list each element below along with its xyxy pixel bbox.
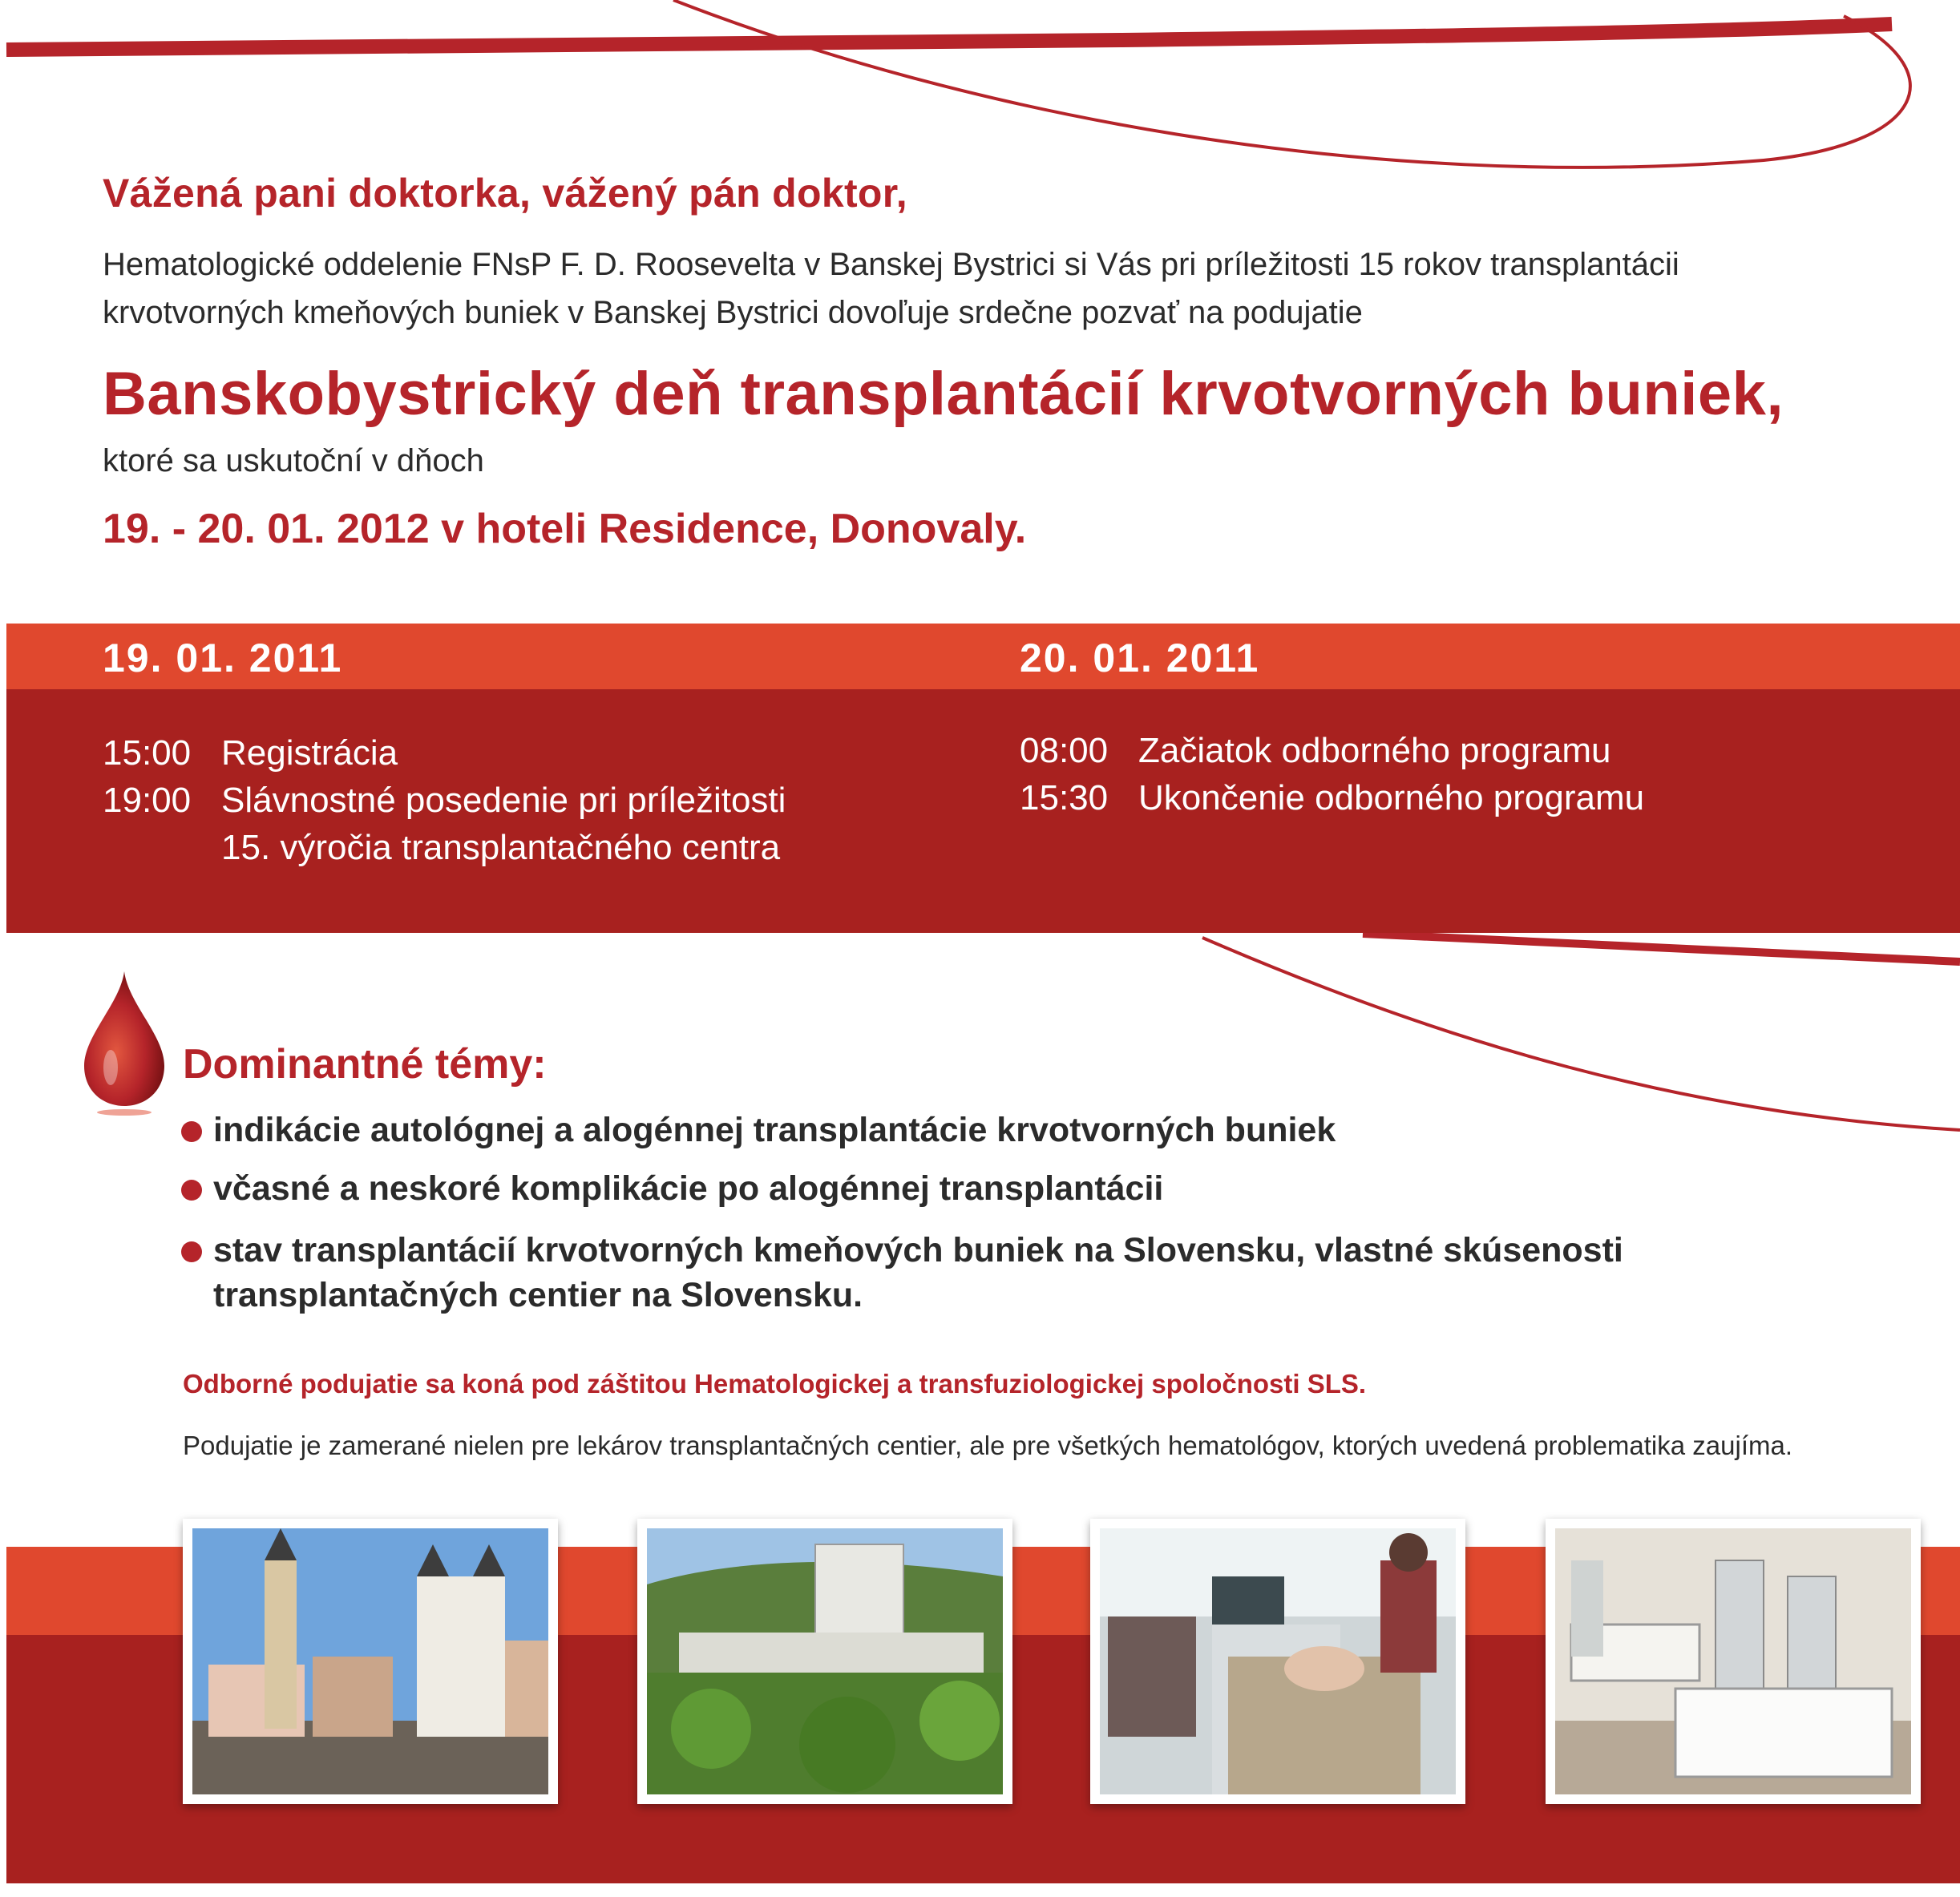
topic-item — [181, 1108, 1784, 1152]
topic-text: indikácie autológnej a alogénnej transplantácie krvotvorných buniek — [213, 1111, 1336, 1149]
schedule-text: Začiatok odborného programu — [1138, 731, 1611, 770]
schedule-text: Slávnostné posedenie pri príležitosti — [221, 781, 786, 820]
intro-paragraph: Hematologické oddelenie FNsP F. D. Roosevelta v Banskej Bystrici si Vás pri príležitosti 15 rokov transplantácii krvotvorných kmeňových buniek v Banskej Bystrici dovoľuje srdečne pozvať na podujatie — [103, 247, 1679, 330]
day-1-date: 19. 01. 2011 — [103, 636, 343, 680]
schedule-item — [1020, 731, 1610, 771]
topic-item — [181, 1228, 1704, 1318]
schedule-item — [103, 828, 780, 868]
hospital-building-photo — [637, 1519, 1012, 1804]
schedule-item — [103, 733, 398, 773]
schedule-text: Ukončenie odborného programu — [1138, 778, 1645, 817]
schedule-time: 15:00 — [103, 733, 192, 773]
schedule-item — [1020, 778, 1644, 818]
dialysis-ward-photo — [1546, 1519, 1921, 1804]
patient-room-photo — [1090, 1519, 1465, 1804]
audience-note: Podujatie je zamerané nielen pre lekárov transplantačných centier, ale pre všetkých hematológov, ktorých uvedená problematika zaujíma. — [183, 1431, 1793, 1460]
event-title: Banskobystrický deň transplantácií krvotvorných buniek, — [103, 360, 1784, 428]
topics-title: Dominantné témy: — [183, 1041, 547, 1088]
schedule-time: 15:30 — [1020, 778, 1109, 817]
event-subtitle: ktoré sa uskutoční v dňoch — [103, 443, 484, 478]
day-2-date: 20. 01. 2011 — [1020, 636, 1260, 680]
schedule-item — [103, 781, 786, 821]
topic-item — [181, 1166, 1784, 1211]
event-date: 19. - 20. 01. 2012 v hoteli Residence, Donovaly. — [103, 506, 1027, 552]
blood-drop-icon — [80, 971, 168, 1116]
patronage-note: Odborné podujatie sa koná pod záštitou Hematologickej a transfuziologickej spoločnosti SLS. — [183, 1369, 1367, 1399]
schedule-time: 08:00 — [1020, 731, 1109, 770]
bullet-icon — [181, 1121, 202, 1142]
bullet-icon — [181, 1241, 202, 1262]
town-square-photo — [183, 1519, 558, 1804]
bullet-icon — [181, 1180, 202, 1201]
topic-text: včasné a neskoré komplikácie po alogénnej transplantácii — [213, 1169, 1164, 1208]
schedule-text: Registrácia — [221, 733, 398, 773]
schedule-text: 15. výročia transplantačného centra — [221, 828, 781, 867]
greeting-heading: Vážená pani doktorka, vážený pán doktor, — [103, 171, 907, 216]
schedule-time: 19:00 — [103, 781, 192, 820]
topic-text: stav transplantácií krvotvorných kmeňových buniek na Slovensku, vlastné skúsenosti transplantačných centier na Slovensku. — [213, 1231, 1623, 1314]
